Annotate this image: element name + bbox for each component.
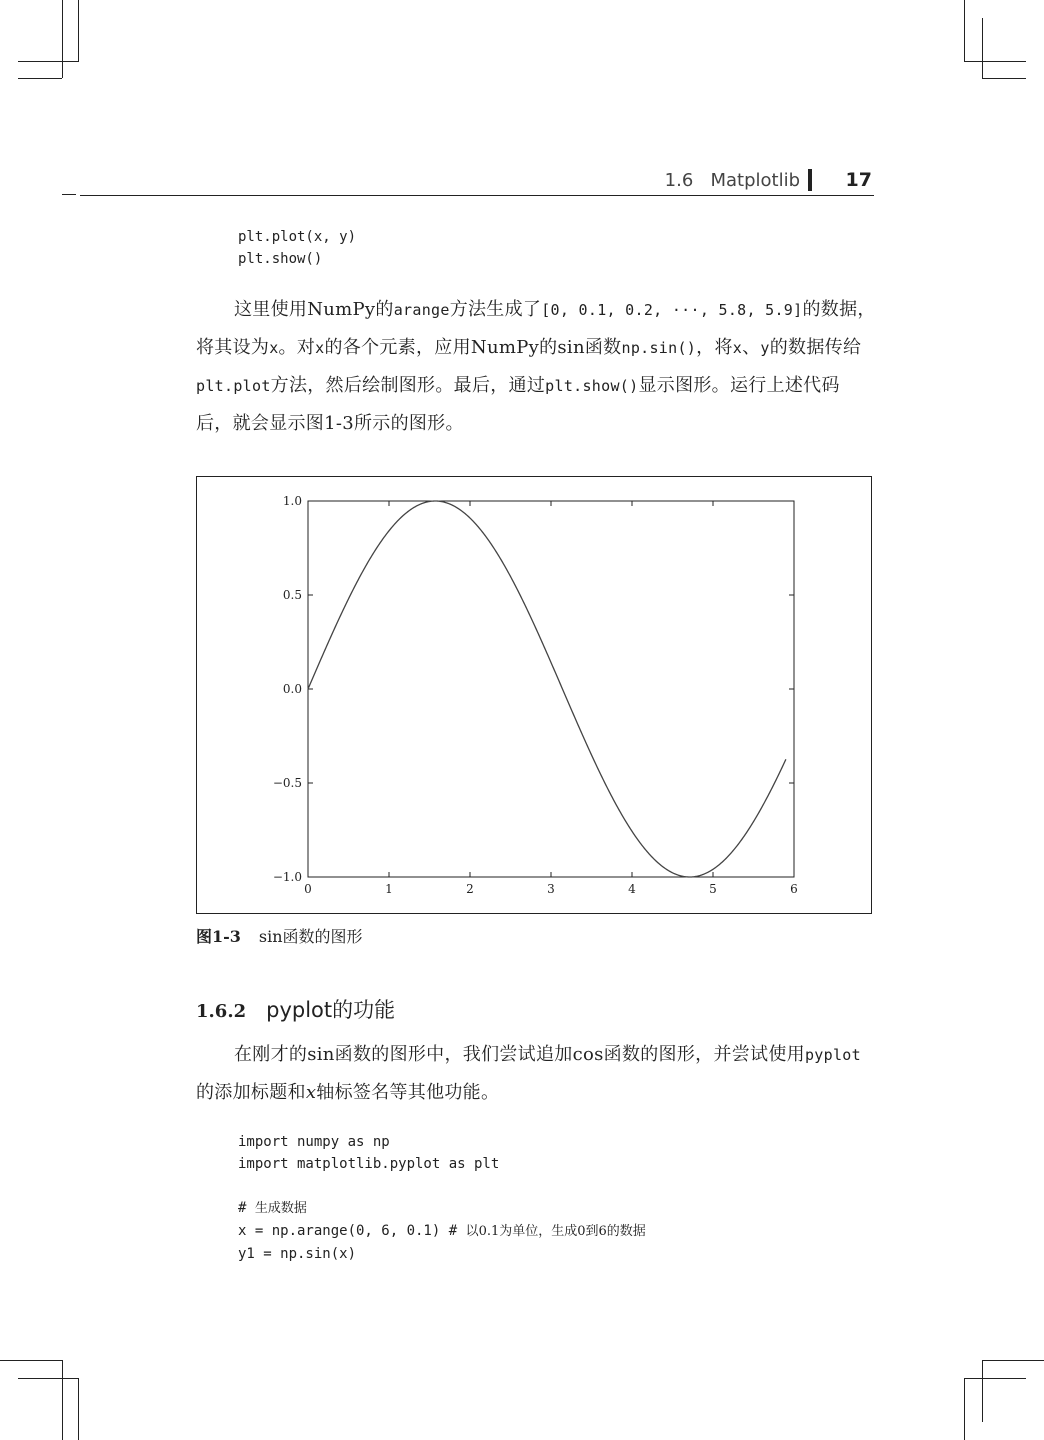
crop-mark <box>78 0 79 62</box>
text-run: 、 <box>742 337 761 358</box>
code-comment: 生成数据 <box>254 1201 307 1216</box>
code-line <box>238 1197 646 1220</box>
text-run: 显示图形。运行上述代码后，就会显示图1-3所示的图形。 <box>196 375 840 434</box>
code-text: # <box>238 1200 255 1216</box>
page-number: 17 <box>845 169 872 191</box>
code-text: import numpy as np <box>238 1134 390 1150</box>
inline-code: y <box>760 339 770 357</box>
y-tick-label: 0.0 <box>282 682 302 696</box>
x-tick-label: 0 <box>304 882 312 896</box>
text-run: 这里使用NumPy的 <box>234 299 394 320</box>
paragraph-1 <box>196 291 876 442</box>
sin-chart <box>197 477 871 913</box>
inline-code: [0, 0.1, 0.2, ···, 5.8, 5.9] <box>541 301 803 319</box>
inline-code: pyplot <box>804 1046 861 1064</box>
text-run: ，将 <box>696 337 733 358</box>
y-tick-label: 1.0 <box>282 494 302 508</box>
running-title: 1.6 Matplotlib <box>664 170 800 191</box>
x-tick-label: 5 <box>709 882 717 896</box>
inline-code: x <box>315 339 325 357</box>
x-tick-label: 4 <box>628 882 636 896</box>
figure-caption <box>196 924 363 947</box>
math-variable: x <box>305 1082 317 1103</box>
inline-code: np.sin() <box>621 339 697 357</box>
text-run: 的数据，将其设为 <box>196 299 876 358</box>
code-text: y1 = np.sin(x) <box>238 1246 357 1262</box>
code-line: plt.plot(x, y) <box>238 229 357 245</box>
code-text: import matplotlib.pyplot as plt <box>238 1156 500 1172</box>
sin-line <box>308 501 786 877</box>
header-bar <box>808 169 812 191</box>
crop-mark <box>982 78 1026 79</box>
code-line <box>238 1131 646 1153</box>
crop-mark <box>78 1378 79 1440</box>
section-heading <box>196 994 395 1024</box>
crop-mark <box>982 1360 1044 1361</box>
x-tick-label: 3 <box>547 882 555 896</box>
code-text <box>238 1178 246 1194</box>
crop-mark <box>18 78 62 79</box>
y-tick-label: −0.5 <box>272 776 302 790</box>
paragraph-2 <box>196 1036 876 1111</box>
code-line <box>238 1175 646 1197</box>
text-run: 方法，然后绘制图形。最后，通过 <box>270 375 546 396</box>
code-comment: 以0.1为单位，生成0到6的数据 <box>465 1224 646 1239</box>
crop-mark <box>982 1360 983 1422</box>
text-run: 轴标签名等其他功能。 <box>316 1082 500 1103</box>
crop-mark <box>964 61 1026 62</box>
crop-mark <box>982 18 983 78</box>
header-rule-tick <box>62 194 76 195</box>
caption-text: sin函数的图形 <box>258 927 363 946</box>
code-line: plt.show() <box>238 251 323 267</box>
x-tick-label: 6 <box>790 882 798 896</box>
inline-code: plt.plot <box>196 377 271 395</box>
plot-frame <box>308 501 794 877</box>
y-tick-label: 0.5 <box>282 588 302 602</box>
crop-mark <box>62 1360 63 1440</box>
text-run: 方法生成了 <box>449 299 542 320</box>
crop-mark <box>964 0 965 62</box>
x-tick-label: 2 <box>466 882 474 896</box>
text-run: 在刚才的sin函数的图形中，我们尝试追加cos函数的图形，并尝试使用 <box>234 1044 805 1065</box>
crop-mark <box>0 1360 62 1361</box>
inline-code: arange <box>393 301 450 319</box>
text-run: 。对 <box>278 337 316 358</box>
inline-code: x <box>269 339 279 357</box>
text-run: 的数据传给 <box>769 337 862 358</box>
running-header <box>80 167 874 196</box>
code-text: x = np.arange(0, 6, 0.1) # <box>238 1223 466 1239</box>
section-title: pyplot的功能 <box>266 998 396 1022</box>
code-line <box>238 1153 646 1175</box>
y-tick-label: −1.0 <box>272 870 302 884</box>
code-line <box>238 1220 646 1243</box>
crop-mark <box>18 1378 78 1379</box>
crop-mark <box>62 0 63 78</box>
inline-code: x <box>732 339 743 357</box>
figure-box <box>196 476 872 914</box>
section-number: 1.6.2 <box>196 1001 247 1022</box>
crop-mark <box>18 61 78 62</box>
text-run: 的添加标题和 <box>196 1082 306 1103</box>
code-line <box>238 1243 646 1265</box>
crop-mark <box>964 1378 965 1440</box>
caption-number: 图1-3 <box>196 927 241 946</box>
crop-mark <box>964 1378 1026 1379</box>
text-run: 的各个元素，应用NumPy的sin函数 <box>324 337 622 358</box>
x-tick-label: 1 <box>385 882 393 896</box>
code-block-2 <box>238 1131 646 1265</box>
inline-code: plt.show() <box>545 377 639 395</box>
code-block-1 <box>238 226 356 270</box>
